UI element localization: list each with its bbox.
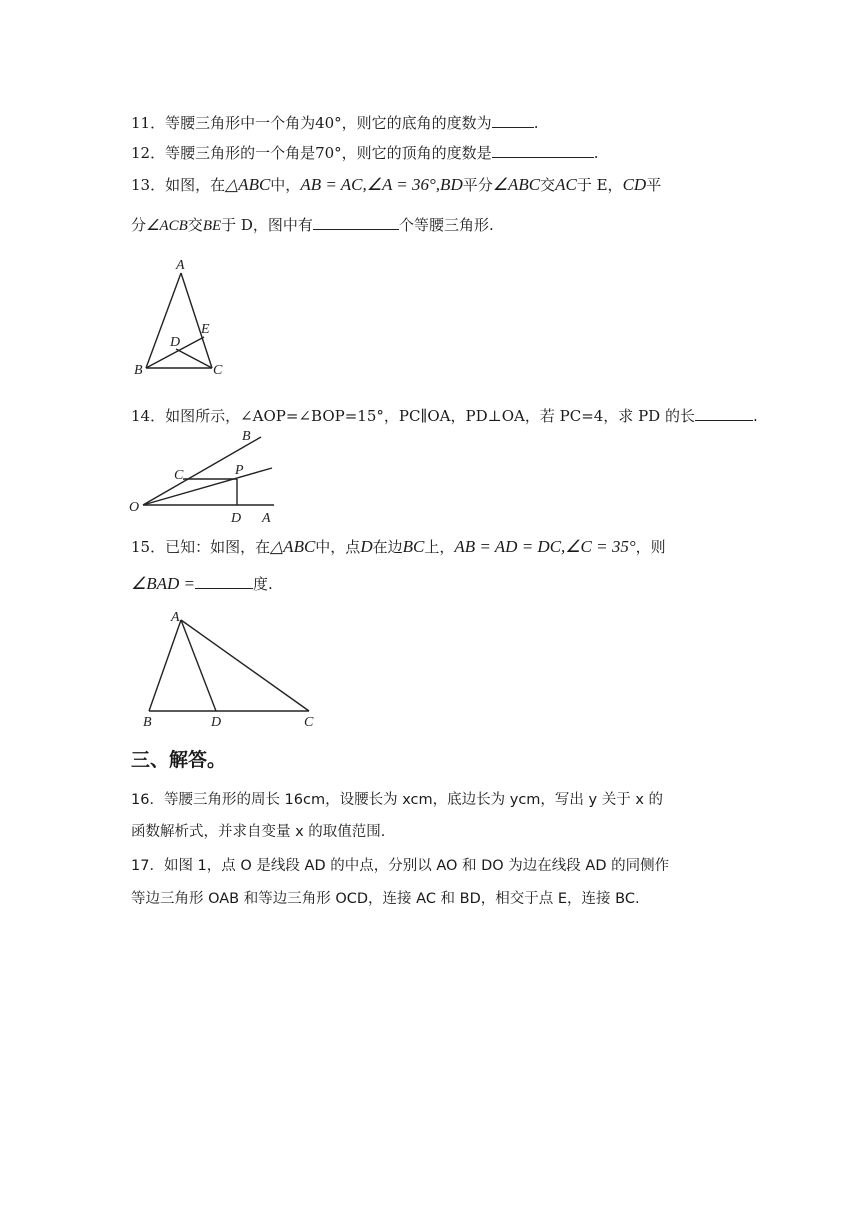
q11-number: 11． (131, 114, 166, 132)
question-11 (131, 112, 538, 133)
figure-14-angle (126, 428, 286, 526)
q15-part: 在边 (372, 538, 403, 556)
q11-text: 等腰三角形中一个角为40°，则它的底角的度数为 (165, 114, 492, 132)
fig13-label-b: B (134, 363, 143, 378)
q15-part: 已知：如图，在 (165, 538, 271, 556)
q13-condition: AB = AC,∠A = 36°,BD (300, 175, 463, 194)
q14-text: 如图所示，∠AOP=∠BOP=15°，PC∥OA，PD⊥OA，若 PC=4，求 PD 的长 (165, 407, 695, 425)
q12-text: 等腰三角形的一个角是70°，则它的顶角的度数是 (165, 144, 492, 162)
q13-part: 平 (646, 176, 662, 194)
q13-answer-blank[interactable] (313, 214, 399, 230)
question-13-line-1 (131, 175, 661, 195)
q15-part: ，则 (635, 538, 666, 556)
fig13-label-a: A (176, 258, 185, 273)
q13-segment-cd: CD (622, 175, 647, 194)
q13-triangle: △ABC (225, 175, 271, 194)
q13-angle-abc: ∠ABC (492, 175, 541, 194)
figure-13-triangle (128, 255, 238, 380)
q13-part: 于 E， (576, 176, 623, 194)
q15-answer-blank[interactable] (195, 573, 253, 589)
fig13-label-e: E (201, 322, 210, 337)
q13-part: 平分 (462, 176, 493, 194)
q14-answer-blank[interactable] (695, 405, 753, 421)
q13-part: 如图，在 (165, 176, 226, 194)
q15-end: 度. (253, 575, 273, 593)
question-15-line-1 (131, 537, 666, 557)
q12-number: 12． (131, 144, 166, 162)
question-16-line-2: 函数解析式，并求自变量 x 的取值范围. (131, 824, 386, 840)
q15-point-d: D (360, 537, 373, 556)
q14-number: 14． (131, 407, 166, 425)
question-12 (131, 142, 598, 163)
q15-part: 上， (424, 538, 455, 556)
q14-end: . (752, 407, 758, 425)
figure-15-triangle (136, 606, 326, 730)
q15-condition: AB = AD = DC,∠C = 35° (454, 537, 636, 556)
q12-answer-blank[interactable] (492, 142, 594, 158)
question-13-line-2 (131, 214, 494, 236)
question-15-line-2 (131, 573, 273, 594)
q13-angle-acb: ∠ACB (146, 218, 188, 234)
question-14 (131, 405, 758, 426)
q11-end: . (533, 114, 539, 132)
q13-segment-ac: AC (555, 175, 577, 194)
q15-angle-bad: ∠BAD = (131, 574, 196, 593)
q13-part: 分 (131, 216, 147, 234)
q13-part: 交 (540, 176, 556, 194)
q15-number: 15． (131, 538, 166, 556)
fig14-label-b: B (242, 429, 251, 444)
question-17-line-2: 等边三角形 OAB 和等边三角形 OCD，连接 AC 和 BD，相交于点 E，连接 BC. (131, 891, 640, 907)
fig15-label-a: A (171, 610, 180, 625)
fig15-label-b: B (143, 715, 152, 730)
fig14-label-a: A (262, 511, 271, 526)
q13-part: 中， (270, 176, 301, 194)
fig14-label-o: O (129, 500, 140, 515)
q15-segment-bc: BC (402, 537, 425, 556)
q15-part: 中，点 (315, 538, 361, 556)
fig14-label-c: C (174, 468, 184, 483)
fig14-label-p: P (235, 463, 244, 478)
fig13-label-c: C (213, 363, 223, 378)
q12-end: . (593, 144, 599, 162)
q11-answer-blank[interactable] (492, 112, 534, 128)
section-heading: 三、解答。 (131, 749, 227, 771)
fig13-label-d: D (170, 335, 181, 350)
fig14-label-d: D (231, 511, 242, 526)
q13-part: 个等腰三角形. (398, 216, 494, 234)
q13-part: 交 (187, 216, 203, 234)
question-16-line-1: 16．等腰三角形的周长 16cm，设腰长为 xcm，底边长为 ycm，写出 y 关于 x 的 (131, 792, 664, 808)
fig15-label-c: C (304, 715, 314, 730)
q13-number: 13． (131, 176, 166, 194)
q13-segment-be: BE (202, 218, 222, 234)
question-17-line-1: 17．如图 1，点 O 是线段 AD 的中点，分别以 AO 和 DO 为边在线段 AD 的同侧作 (131, 858, 670, 874)
q13-part: 于 D，图中有 (221, 216, 313, 234)
fig15-label-d: D (211, 715, 222, 730)
q15-triangle: △ABC (270, 537, 316, 556)
